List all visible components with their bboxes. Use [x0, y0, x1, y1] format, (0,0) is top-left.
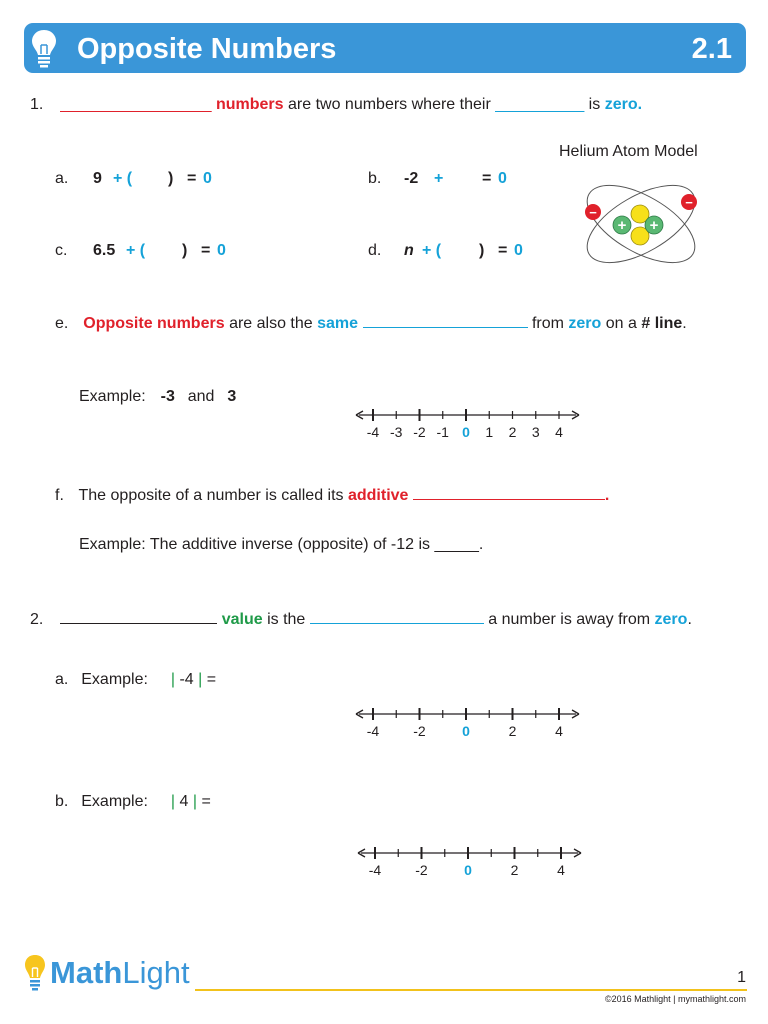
- item-a-number: 9: [93, 170, 102, 187]
- atom-title: Helium Atom Model: [559, 143, 698, 160]
- item-c-number: 6.5: [93, 242, 116, 259]
- question-2-text: 2. value is the a number is away from zero.: [30, 611, 692, 628]
- tick-label: 2: [508, 723, 517, 739]
- number-line-2: [355, 704, 580, 744]
- tick-label: 4: [557, 862, 565, 878]
- page-title: Opposite Numbers: [77, 33, 337, 65]
- item-b-zero: 0: [498, 170, 507, 187]
- number-line-1: [355, 405, 580, 445]
- item-e-text: e. Opposite numbers are also the same from zero on a # line.: [55, 315, 687, 332]
- tick-label: 0: [462, 723, 470, 739]
- item-d-zero: 0: [514, 242, 523, 259]
- question-1-text: 1. _________________ numbers are two numbers where their __________ is zero.: [30, 96, 643, 113]
- answer-blank[interactable]: [363, 313, 528, 328]
- item-c-label: c.: [55, 242, 68, 259]
- tick-label: -4: [366, 723, 380, 739]
- item-a-plus: + (: [113, 170, 133, 187]
- tick-label: -1: [436, 424, 449, 440]
- item-c-close-paren: ): [182, 242, 188, 259]
- item-a-equals: =: [187, 170, 197, 187]
- tick-label: -2: [413, 424, 426, 440]
- answer-blank[interactable]: [413, 485, 605, 500]
- item-a-label: a.: [55, 170, 69, 187]
- page-number: 1: [737, 969, 746, 986]
- item-b-plus: +: [434, 170, 444, 187]
- lightbulb-logo-icon: [23, 953, 47, 991]
- item-d-label: d.: [368, 242, 382, 259]
- tick-label: 0: [464, 862, 472, 878]
- tick-label: -2: [415, 862, 428, 878]
- item-b-number: -2: [404, 170, 419, 187]
- proton-plus-left: +: [617, 217, 627, 234]
- tick-label: 2: [508, 424, 517, 440]
- item-a-zero: 0: [203, 170, 212, 187]
- number-line-3-axis: [357, 843, 582, 863]
- mathlight-logo: MathLight: [50, 955, 190, 990]
- tick-label: 3: [531, 424, 540, 440]
- tick-label: -3: [390, 424, 403, 440]
- electron-minus-right: −: [685, 195, 693, 210]
- lightbulb-icon: [29, 27, 59, 69]
- answer-blank[interactable]: [60, 609, 217, 624]
- item-c-plus: + (: [126, 242, 146, 259]
- item-a-close-paren: ): [168, 170, 174, 187]
- number-line-2-axis: [355, 704, 580, 724]
- item-2b-text: b. Example: | 4 | =: [55, 793, 211, 810]
- tick-label: -4: [366, 424, 380, 440]
- tick-label: 4: [555, 424, 563, 440]
- example-f: Example: The additive inverse (opposite) of -12 is _____.: [79, 536, 484, 553]
- tick-label: 2: [510, 862, 519, 878]
- tick-label: 4: [555, 723, 563, 739]
- tick-label: 1: [485, 424, 494, 440]
- electron-minus-left: −: [589, 205, 597, 220]
- question-number: 1.: [30, 96, 44, 113]
- proton-plus-right: +: [649, 217, 659, 234]
- number-line-3: [357, 843, 582, 883]
- item-c-zero: 0: [217, 242, 226, 259]
- copyright: ©2016 Mathlight | mymathlight.com: [604, 994, 746, 1004]
- item-c-equals: =: [201, 242, 211, 259]
- answer-blank[interactable]: [310, 609, 484, 624]
- item-2a-text: a. Example: | -4 | =: [55, 671, 217, 688]
- item-d-equals: =: [498, 242, 508, 259]
- tick-label: 0: [462, 424, 470, 440]
- tick-label: -4: [368, 862, 382, 878]
- example-e: Example: -3 and 3: [79, 388, 237, 405]
- item-b-label: b.: [368, 170, 382, 187]
- item-d-variable: n: [404, 242, 414, 259]
- item-f-text: f. The opposite of a number is called its additive .: [55, 487, 610, 504]
- footer-divider: [195, 989, 747, 991]
- item-d-close-paren: ): [479, 242, 485, 259]
- helium-atom-diagram: [578, 168, 708, 280]
- item-d-plus: + (: [422, 242, 442, 259]
- answer-blank[interactable]: _________________: [60, 96, 212, 113]
- section-number: 2.1: [691, 33, 732, 65]
- answer-blank[interactable]: __________: [495, 96, 585, 113]
- tick-label: -2: [413, 723, 426, 739]
- item-b-equals: =: [482, 170, 492, 187]
- number-line-1-axis: [355, 405, 580, 425]
